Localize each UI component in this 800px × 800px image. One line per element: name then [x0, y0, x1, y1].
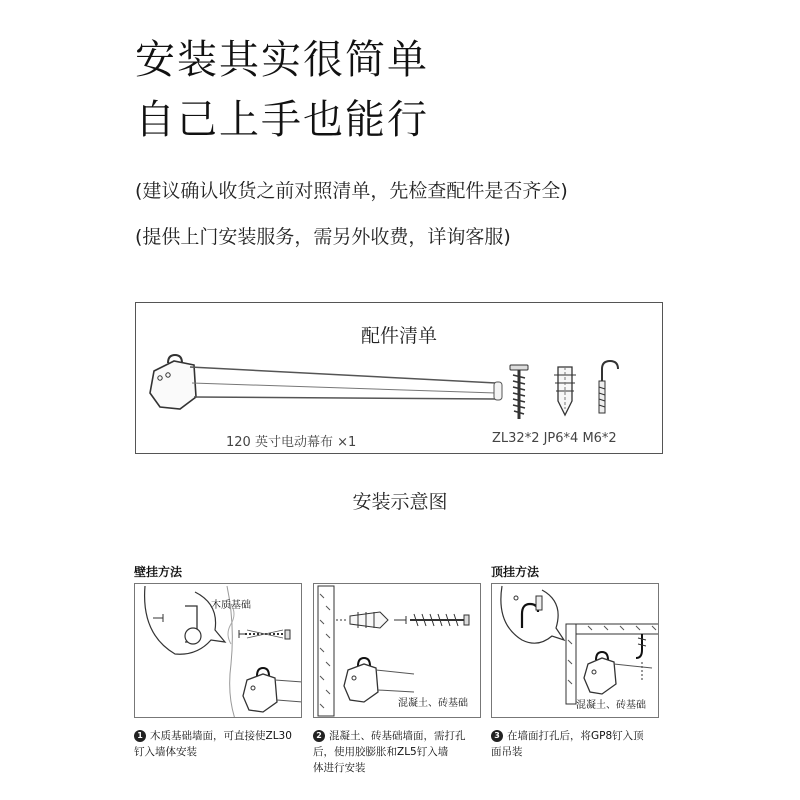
ceiling-method-title: 顶挂方法: [491, 565, 540, 579]
step-1-line-2: 钉入墙体安装: [134, 746, 197, 758]
headline-line-1: 安装其实很简单: [135, 37, 429, 83]
step-1-line-1: 木质基础墙面，可直接使ZL30: [150, 730, 292, 742]
parts-list-box: [135, 302, 663, 454]
headline-line-2: 自己上手也能行: [135, 97, 429, 143]
parts-list-title: 配件清单: [360, 325, 437, 347]
step-2: [313, 728, 483, 776]
step-3-number: 3: [491, 730, 503, 742]
step-1: [134, 728, 304, 760]
note-install-service: (提供上门安装服务，需另外收费，详询客服): [135, 226, 511, 248]
panel-wood-wall: [134, 583, 302, 718]
hook-icon: [594, 359, 622, 419]
wall-method-title: 壁挂方法: [134, 565, 183, 579]
panel1-label: 木质基础: [211, 600, 251, 611]
screw-icon: [508, 363, 530, 423]
hardware-caption: ZL32*2 JP6*4 M6*2: [492, 431, 617, 446]
panel3-label: 混凝土、砖基础: [576, 700, 646, 711]
step-2-line-3: 体进行安装: [313, 762, 366, 774]
panel-concrete-wall: [313, 583, 481, 718]
step-2-number: 2: [313, 730, 325, 742]
panel2-label: 混凝土、砖基础: [398, 698, 468, 709]
step-2-line-1: 混凝土、砖基础墙面，需打孔: [329, 730, 466, 742]
expansion-plug-icon: [552, 365, 578, 417]
step-3-line-2: 面吊装: [491, 746, 523, 758]
panel-ceiling: [491, 583, 659, 718]
step-3-line-1: 在墙面打孔后，将GP8钉入顶: [507, 730, 644, 742]
screen-caption: 120 英寸电动幕布 ×1: [226, 435, 357, 450]
screen-case-illustration: [146, 353, 506, 415]
step-3: [491, 728, 661, 760]
diagram-section-title: 安装示意图: [352, 491, 448, 513]
step-2-line-2: 后，使用胶膨胀和ZL5钉入墙: [313, 746, 449, 758]
note-check-parts: (建议确认收货之前对照清单，先检查配件是否齐全): [135, 180, 568, 202]
step-1-number: 1: [134, 730, 146, 742]
